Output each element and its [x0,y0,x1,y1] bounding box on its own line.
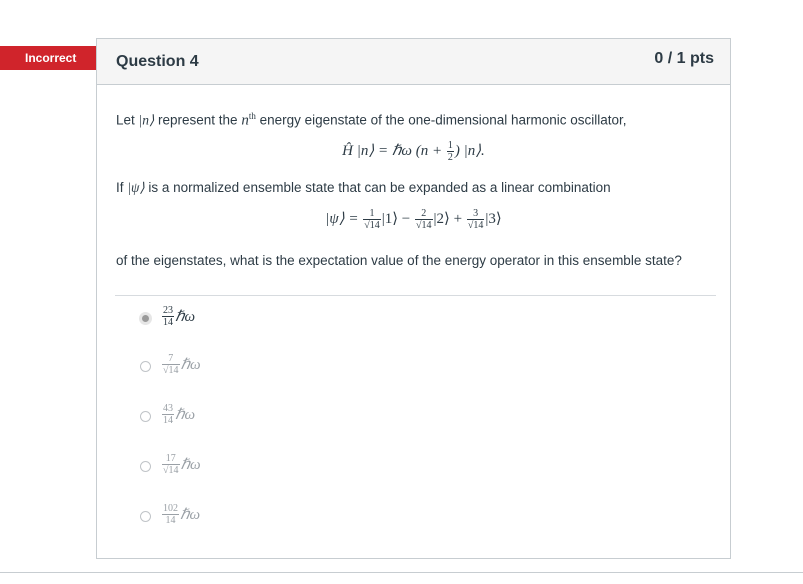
question-text-line-3: of the eigenstates, what is the expectation value of the energy operator in this ensemble state? [116,253,682,268]
hamiltonian-equation: Ĥ |n⟩ = ℏω (n + $\frac{1}{2}$ ) |n⟩. [342,140,485,163]
question-header [97,39,730,85]
question-text-line-1: Let |n⟩ represent the $n^{th}$ energy eigenstate of the one-dimensional harmonic oscillator, [116,111,627,129]
question-card [96,38,731,559]
incorrect-badge [0,46,103,70]
incorrect-badge-label: Incorrect [25,51,77,65]
radio-selected[interactable] [139,312,152,325]
radio-unselected[interactable] [140,411,151,422]
answer-label: $\frac{7}{√14}$ ℏω [163,353,201,376]
question-title: Question 4 [116,53,199,70]
question-text-line-2: If |ψ⟩ is a normalized ensemble state that can be expanded as a linear combination [116,180,611,195]
question-points: 0 / 1 pts [654,50,714,67]
radio-unselected[interactable] [140,461,151,472]
page-bottom-rule [0,572,803,573]
answer-label: $\frac{23}{14}$ ℏω [163,305,196,328]
radio-unselected[interactable] [140,361,151,372]
radio-unselected[interactable] [140,511,151,522]
answers-divider [115,295,716,296]
state-expansion-equation: |ψ⟩ = $\frac{1}{√14}$ |1⟩ − $\frac{2}{√14}$ |2⟩ + $\frac{3}{√14}$ |3⟩ [325,208,502,231]
answer-label: $\frac{43}{14}$ ℏω [163,403,196,426]
answer-label: $\frac{102}{14}$ ℏω [163,503,201,526]
answer-label: $\frac{17}{√14}$ ℏω [163,453,201,476]
